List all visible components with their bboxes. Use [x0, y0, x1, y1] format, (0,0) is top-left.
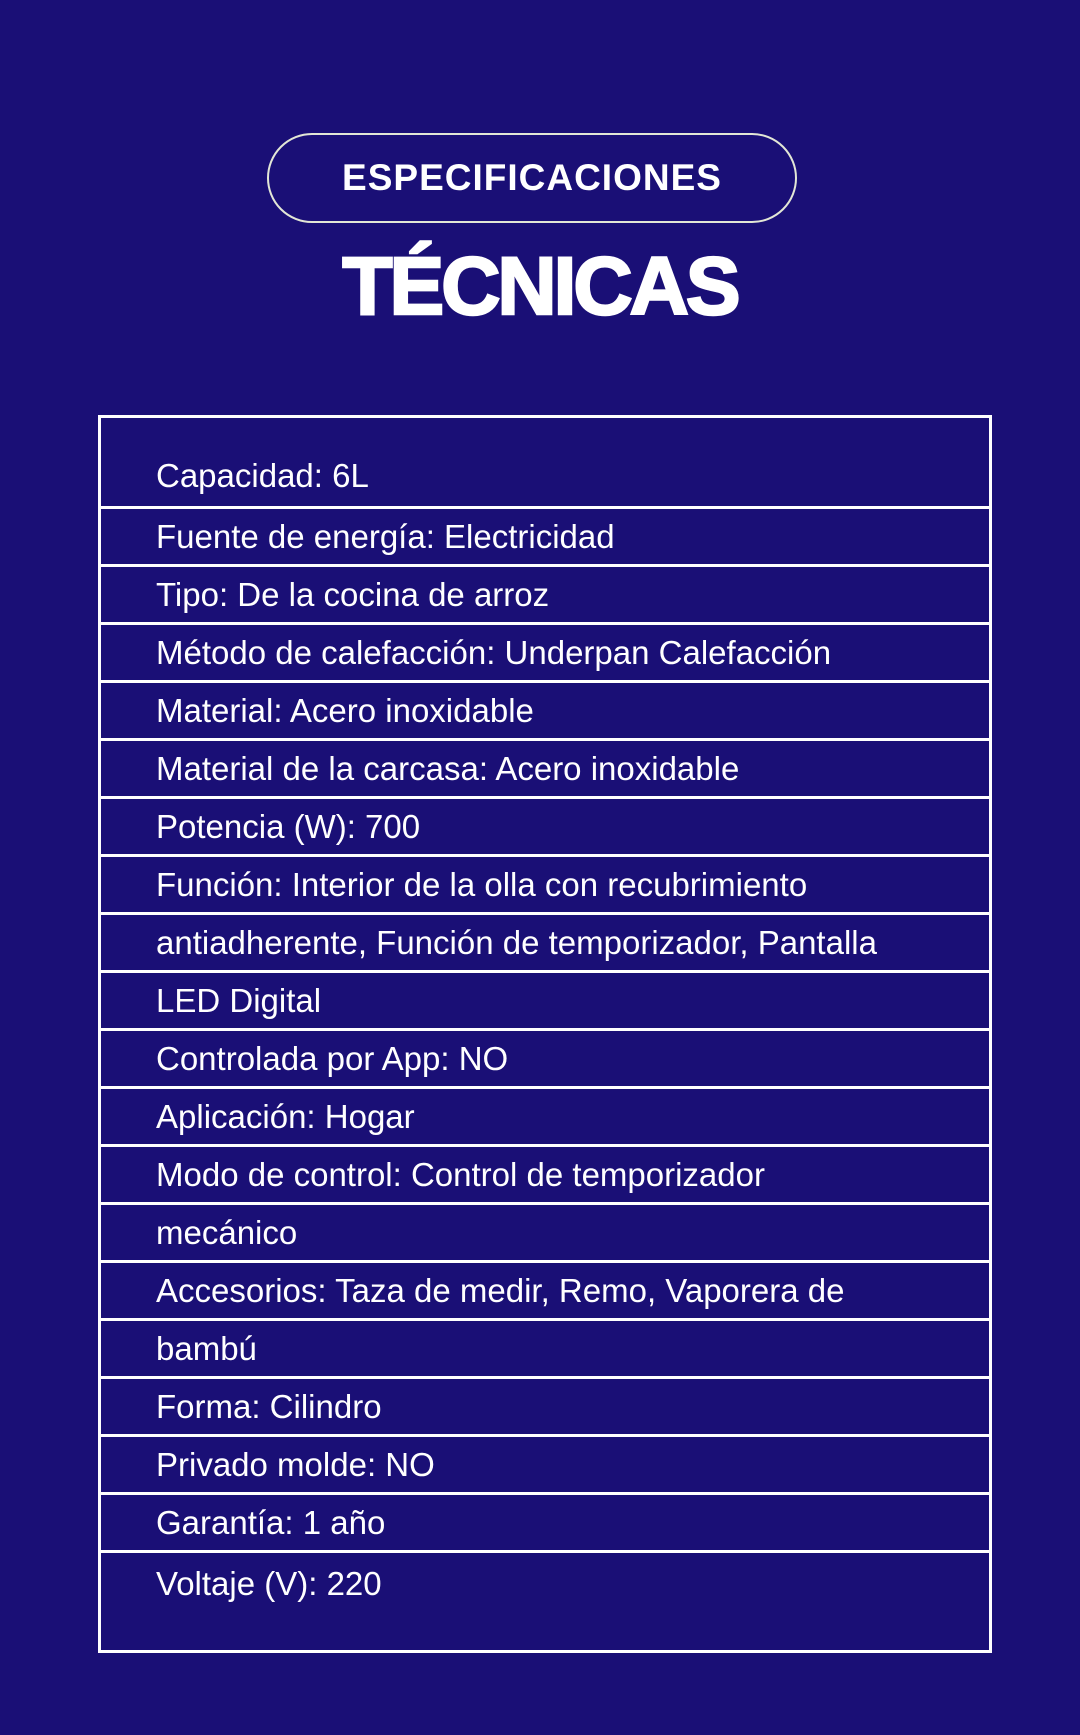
spec-row: Material: Acero inoxidable [101, 680, 989, 738]
spec-row: Accesorios: Taza de medir, Remo, Vaporera de [101, 1260, 989, 1318]
spec-row: Fuente de energía: Electricidad [101, 506, 989, 564]
spec-row: Capacidad: 6L [156, 457, 369, 494]
spec-row: bambú [101, 1318, 989, 1376]
spec-row: Aplicación: Hogar [101, 1086, 989, 1144]
especificaciones-badge [267, 133, 797, 223]
spec-row: antiadherente, Función de temporizador, Pantalla [101, 912, 989, 970]
spec-row: Voltaje (V): 220 [101, 1550, 989, 1650]
spec-row: Potencia (W): 700 [101, 796, 989, 854]
spec-row: Método de calefacción: Underpan Calefacción [101, 622, 989, 680]
page-title: TÉCNICAS [342, 241, 738, 332]
spec-row: Material de la carcasa: Acero inoxidable [101, 738, 989, 796]
spec-table [98, 415, 992, 1653]
spec-row: Forma: Cilindro [101, 1376, 989, 1434]
spec-row: Tipo: De la cocina de arroz [101, 564, 989, 622]
spec-row: Controlada por App: NO [101, 1028, 989, 1086]
spec-row: LED Digital [101, 970, 989, 1028]
spec-row: Privado molde: NO [101, 1434, 989, 1492]
badge-label: ESPECIFICACIONES [342, 157, 722, 198]
spec-row: Modo de control: Control de temporizador [101, 1144, 989, 1202]
spec-row: Función: Interior de la olla con recubrimiento [101, 854, 989, 912]
spec-row: Garantía: 1 año [101, 1492, 989, 1550]
spec-row: mecánico [101, 1202, 989, 1260]
